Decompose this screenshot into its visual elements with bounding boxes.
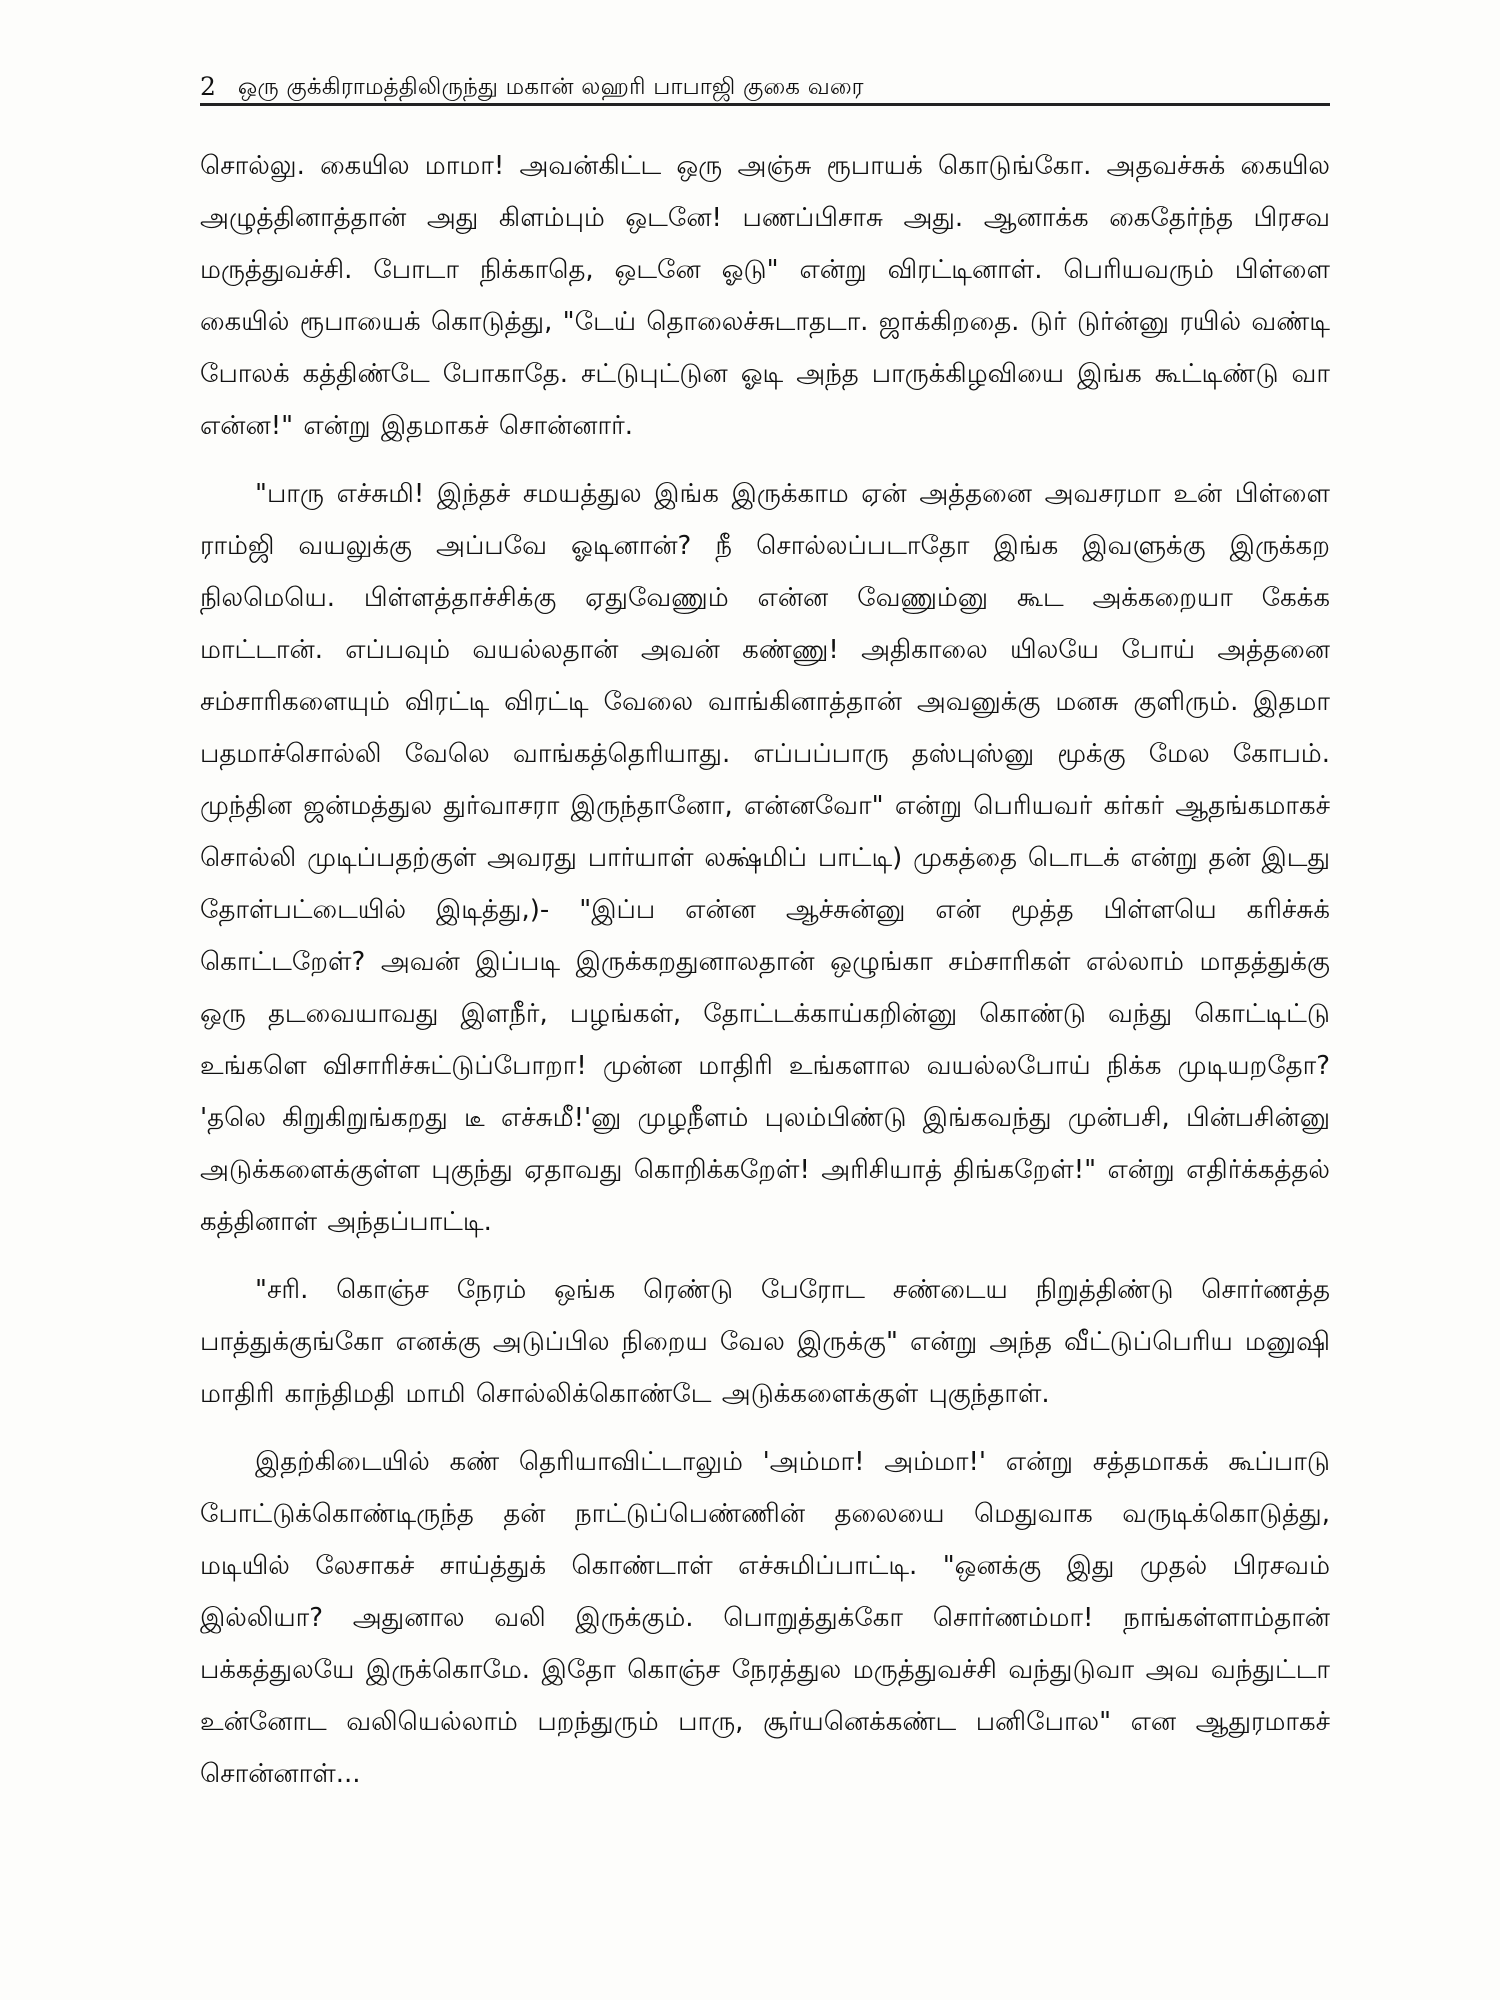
paragraph-1: சொல்லு. கையில மாமா! அவன்கிட்ட ஒரு அஞ்சு ரூபாயக் கொடுங்கோ. அதவச்சுக் கையில அழுத்தினாத்தான் அது கிளம்பும் ஒடனே! பணப்பிசாசு அது. ஆனாக்க கைதேர்ந்த பிரசவ மருத்துவச்சி. போடா நிக்காதெ, ஒடனே ஓடு" என்று விரட்டினாள். பெரியவரும் பிள்ளை கையில் ரூபாயைக் கொடுத்து, "டேய் தொலைச்சுடாதடா. ஜாக்கிறதை. டுர் டுர்ன்னு ரயில் வண்டி போலக் கத்திண்டே போகாதே. சட்டுபுட்டுன ஓடி அந்த பாருக்கிழவியை இங்க கூட்டிண்டு வா என்ன!" என்று இதமாகச் சொன்னார். xyxy=(200,151,1330,441)
paragraph-3: "சரி. கொஞ்ச நேரம் ஒங்க ரெண்டு பேரோட சண்டைய நிறுத்திண்டு சொர்ணத்த பாத்துக்குங்கோ எனக்கு அடுப்பில நிறைய வேல இருக்கு" என்று அந்த வீட்டுப்பெரிய மனுஷி மாதிரி காந்திமதி மாமி சொல்லிக்கொண்டே அடுக்களைக்குள் புகுந்தாள். xyxy=(200,1275,1330,1409)
book-title: ஒரு குக்கிராமத்திலிருந்து மகான் லஹரி பாபாஜி குகை வரை xyxy=(237,74,864,100)
body-text xyxy=(200,140,1330,1816)
header-rule xyxy=(200,103,1330,106)
page-number: 2 xyxy=(200,72,216,101)
running-header xyxy=(200,60,1330,102)
paragraph-2: "பாரு எச்சுமி! இந்தச் சமயத்துல இங்க இருக்காம ஏன் அத்தனை அவசரமா உன் பிள்ளை ராம்ஜி வயலுக்கு அப்பவே ஓடினான்? நீ சொல்லப்படாதோ இங்க இவளுக்கு இருக்கற நிலமெயெ. பிள்ளத்தாச்சிக்கு ஏதுவேணும் என்ன வேணும்னு கூட அக்கறையா கேக்க மாட்டான். எப்பவும் வயல்லதான் அவன் கண்ணு! அதிகாலை யிலயே போய் அத்தனை சம்சாரிகளையும் விரட்டி விரட்டி வேலை வாங்கினாத்தான் அவனுக்கு மனசு குளிரும். இதமா பதமாச்சொல்லி வேலெ வாங்கத்தெரியாது. எப்பப்பாரு தஸ்புஸ்னு மூக்கு மேல கோபம். முந்தின ஜன்மத்துல துர்வாசரா இருந்தானோ, என்னவோ" என்று பெரியவர் கர்கர் ஆதங்கமாகச் சொல்லி முடிப்பதற்குள் அவரது பார்யாள் லக்ஷ்மிப் பாட்டி) முகத்தை டொடக் என்று தன் இடது தோள்பட்டையில் இடித்து,)- "இப்ப என்ன ஆச்சுன்னு என் மூத்த பிள்ளயெ கரிச்சுக் கொட்டறேள்? அவன் இப்படி இருக்கறதுனாலதான் ஒழுங்கா சம்சாரிகள் எல்லாம் மாதத்துக்கு ஒரு தடவையாவது இளநீர், பழங்கள், தோட்டக்காய்கறின்னு கொண்டு வந்து கொட்டிட்டு உங்களெ விசாரிச்சுட்டுப்போறா! முன்ன மாதிரி உங்களால வயல்லபோய் நிக்க முடியறதோ? 'தலெ கிறுகிறுங்கறது டீ எச்சுமீ!'னு முழநீளம் புலம்பிண்டு இங்கவந்து முன்பசி, பின்பசின்னு அடுக்களைக்குள்ள புகுந்து ஏதாவது கொறிக்கறேள்! அரிசியாத் திங்கறேள்!" என்று எதிர்க்கத்தல் கத்தினாள் அந்தப்பாட்டி. xyxy=(200,479,1330,1237)
paragraph-4: இதற்கிடையில் கண் தெரியாவிட்டாலும் 'அம்மா! அம்மா!' என்று சத்தமாகக் கூப்பாடு போட்டுக்கொண்டிருந்த தன் நாட்டுப்பெண்ணின் தலையை மெதுவாக வருடிக்கொடுத்து, மடியில் லேசாகச் சாய்த்துக் கொண்டாள் எச்சுமிப்பாட்டி. "ஒனக்கு இது முதல் பிரசவம் இல்லியா? அதுனால வலி இருக்கும். பொறுத்துக்கோ சொர்ணம்மா! நாங்கள்ளாம்தான் பக்கத்துலயே இருக்கொமே. இதோ கொஞ்ச நேரத்துல மருத்துவச்சி வந்துடுவா அவ வந்துட்டா உன்னோட வலியெல்லாம் பறந்துரும் பாரு, சூர்யனெக்கண்ட பனிபோல" என ஆதுரமாகச் சொன்னாள்... xyxy=(200,1447,1330,1789)
